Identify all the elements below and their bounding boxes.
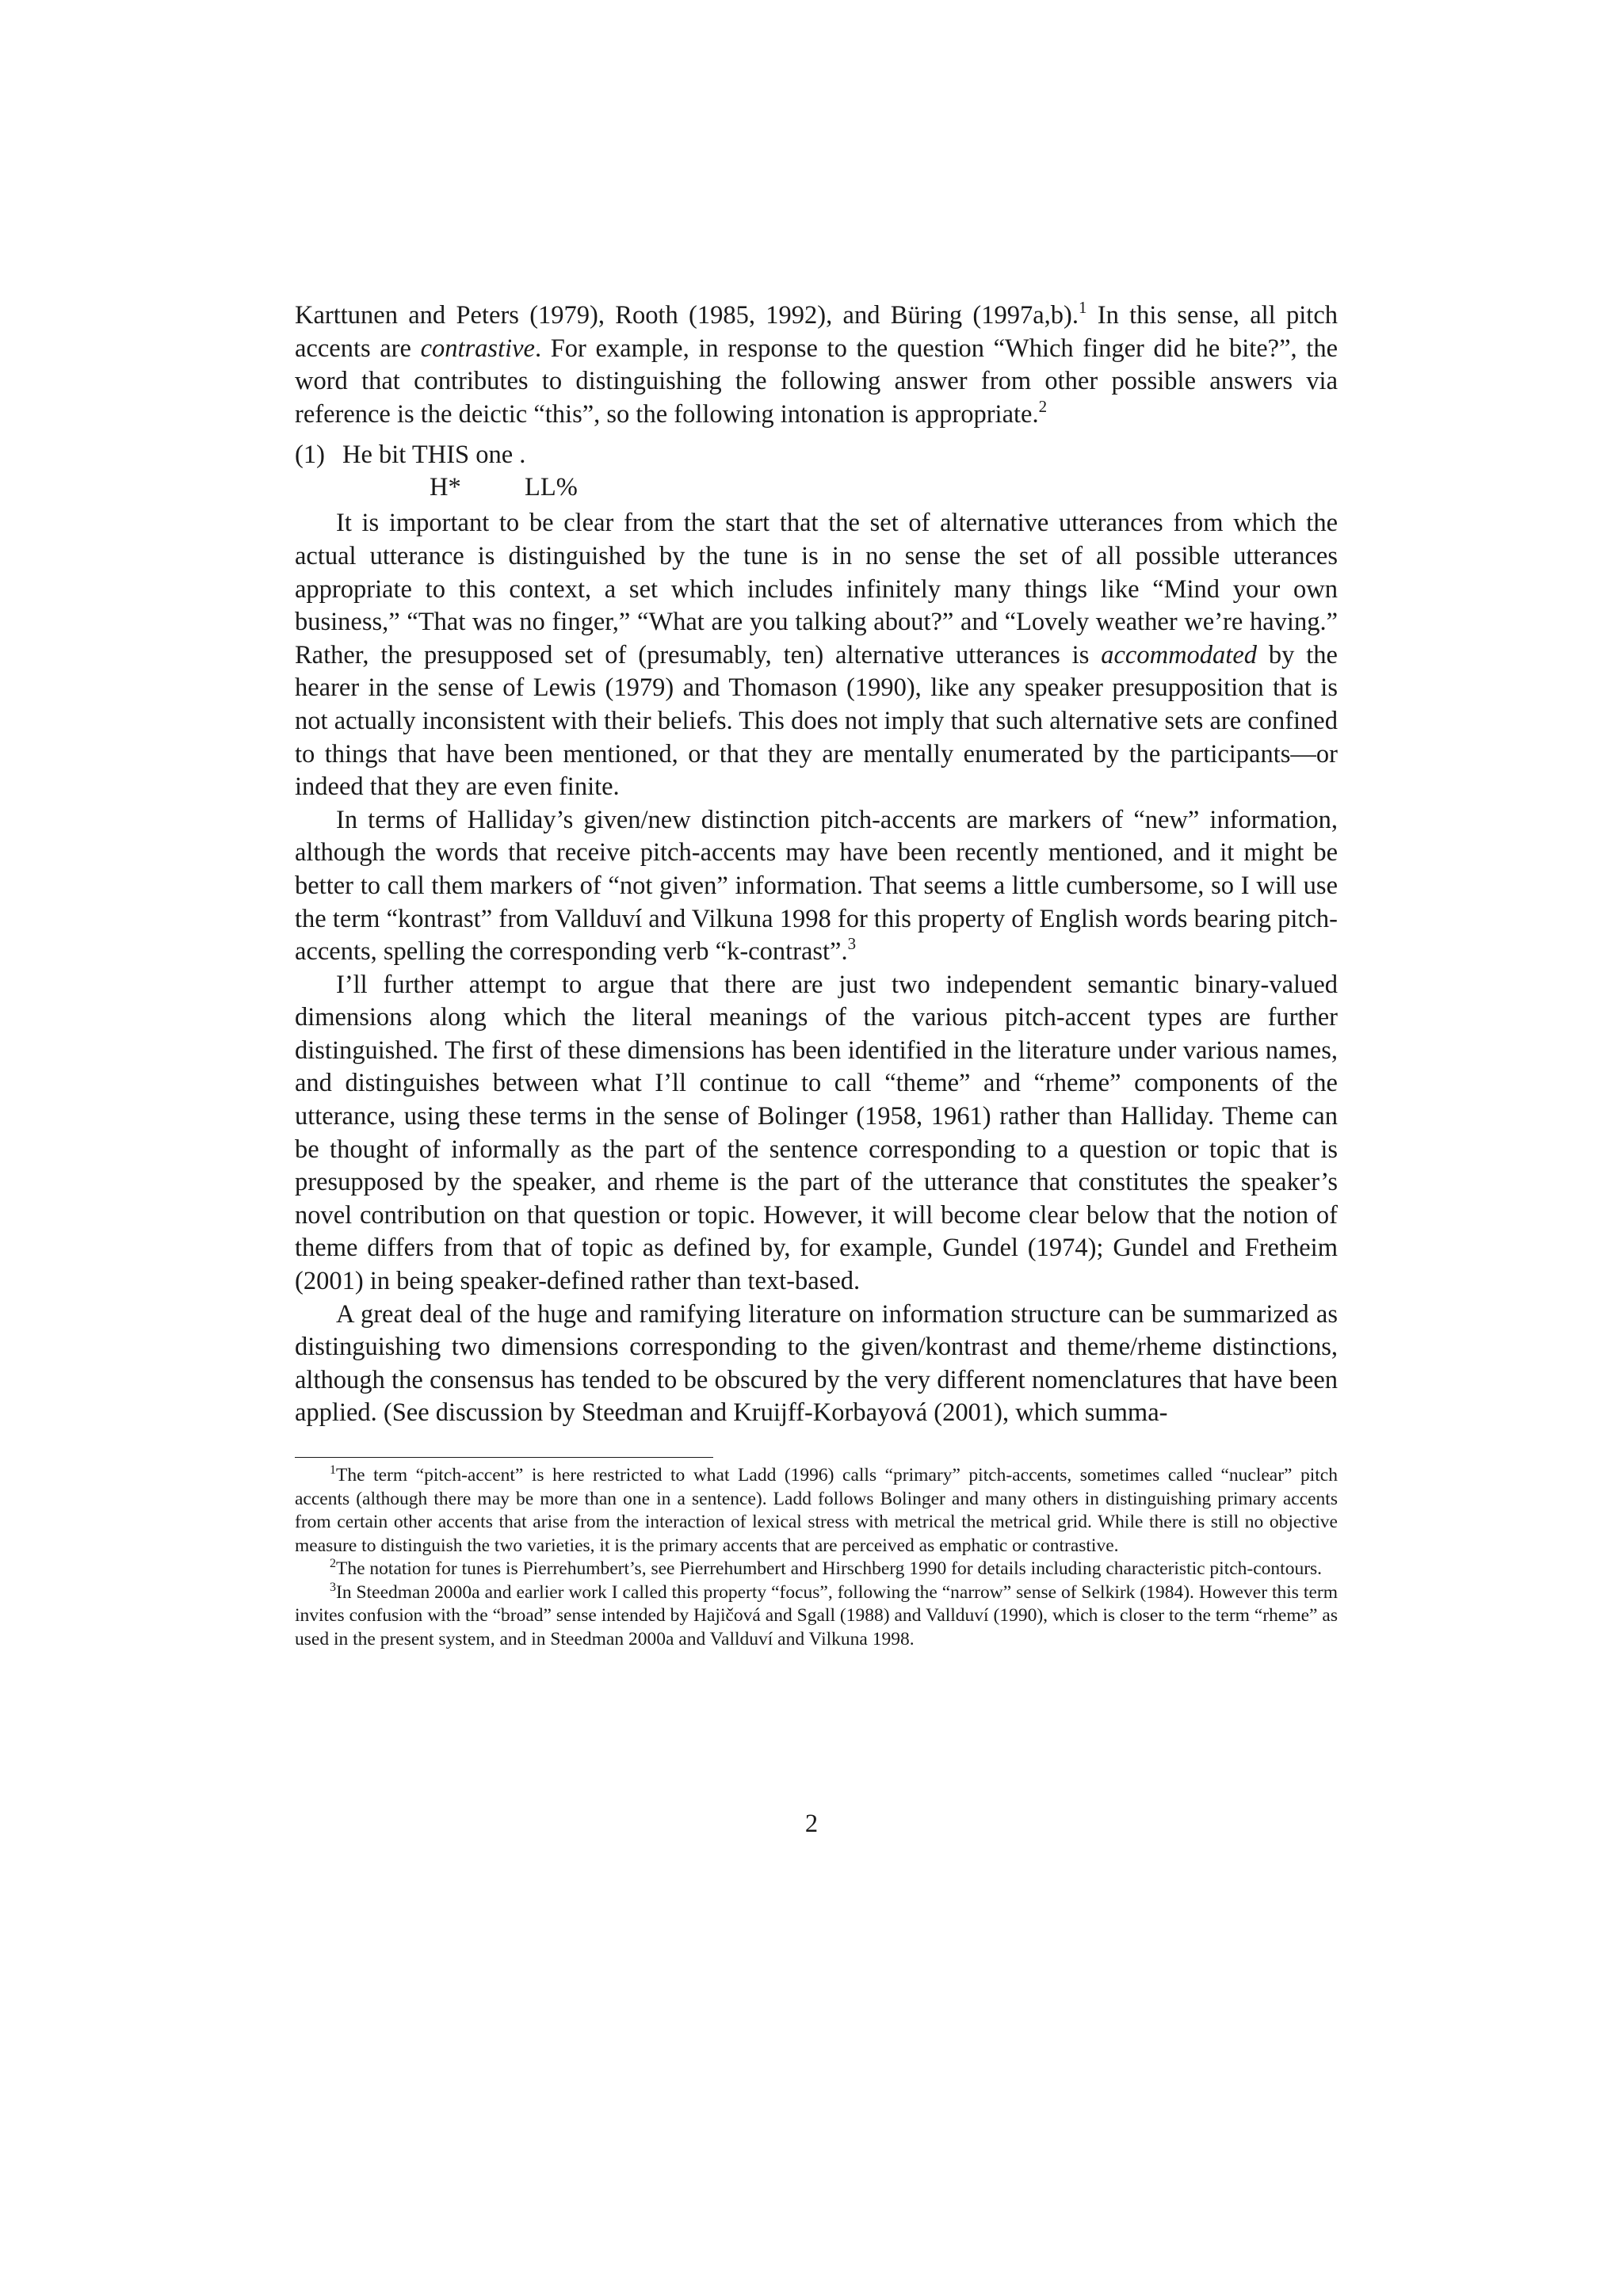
footnote-text: The notation for tunes is Pierrehumbert’s, see Pierrehumbert and Hirschberg 1990 for details including characteristic pitch-contours. <box>336 1558 1323 1579</box>
footnote-mark: 1 <box>330 1463 336 1477</box>
body-text <box>295 299 1338 1430</box>
dimensions-paragraph: I’ll further attempt to argue that there are just two independent semantic binary-valued dimensions along which the literal meanings of the various pitch-accent types are further distinguished. The first of these dimensions has been identified in the literature under various names, and distinguishes between what I’ll continue to call “theme” and “rheme” components of the utterance, using these terms in the sense of Bolinger (1958, 1961) rather than Halliday. Theme can be thought of informally as the part of the sentence corresponding to a question or topic that is presupposed by the speaker, and rheme is the part of the utterance that constitutes the speaker’s novel contribution on that question or topic. However, it will become clear below that the notion of theme differs from that of topic as defined by, for example, Gundel (1974); Gundel and Fretheim (2001) in being speaker-defined rather than text-based. <box>295 970 1338 1296</box>
footnote-2 <box>295 1558 1338 1581</box>
tune-pitch-accent: H* <box>430 473 461 502</box>
example-number: (1) <box>295 441 325 470</box>
footnote-mark: 2 <box>330 1557 336 1570</box>
footnote-text: The term “pitch-accent” is here restricted to what Ladd (1996) calls “primary” pitch-accents, sometimes called “nuclear” pitch accents (although there may be more than one in a sentence). Ladd follows Bolinger and many others in distinguishing primary accents from certain other accents that arise from the interaction of lexical stress with metrical the metrical grid. While there is still no objective measure to distinguish the two varieties, it is the primary accents that are perceived as emphatic or contrastive. <box>295 1465 1338 1556</box>
footnote-text: In Steedman 2000a and earlier work I called this property “focus”, following the “narrow” sense of Selkirk (1984). However this term invites confusion with the “broad” sense intended by Hajičová and Sgall (1988) and Vallduví (1990), which is closer to the term “rheme” as used in the present system, and in Steedman 2000a and Vallduví and Vilkuna 1998. <box>295 1581 1338 1650</box>
intro-text-2: In this sense, all pitch accents are <box>295 301 1338 363</box>
example-sentence: He bit THIS one . <box>342 441 526 470</box>
footnote-3 <box>295 1581 1338 1652</box>
alternatives-text-1: It is important to be clear from the start that the set of alternative utterances from which the actual utterance is distinguished by the tune is in no sense the set of all possible utterances appropriate to this context, a set which includes infinitely many things like “Mind your own business,” “That was no finger,” “What are you talking about?” and “Lovely weather we’re having.” Rather, the presupposed set of (presumably, ten) alternative utterances is <box>295 509 1338 669</box>
literature-paragraph: A great deal of the huge and ramifying literature on information structure can be summarized as distinguishing two dimensions corresponding to the given/kontrast and theme/rheme distinctions, although the consensus has tended to be obscured by the very different nomenclatures that have been applied. (See discussion by Steedman and Kruijff-Korbayová (2001), which summa- <box>295 1299 1338 1428</box>
intro-paragraph <box>295 299 1338 431</box>
footnote-mark: 3 <box>330 1580 336 1594</box>
footnote-1 <box>295 1464 1338 1558</box>
example-1 <box>295 439 1338 504</box>
footnote-ref-1[interactable]: 1 <box>1078 298 1087 317</box>
halliday-paragraph <box>295 804 1338 969</box>
intro-emphasis: contrastive <box>420 334 535 363</box>
intro-text-3: . For example, in response to the question “Which finger did he bite?”, the word that contributes to distinguishing the following answer from other possible answers via reference is the deictic “this”, so the following intonation is appropriate. <box>295 334 1338 429</box>
page-number: 2 <box>804 1810 819 1838</box>
intro-text-1: Karttunen and Peters (1979), Rooth (1985, 1992), and Büring (1997a,b). <box>295 301 1079 330</box>
alternatives-emphasis: accommodated <box>1101 640 1257 669</box>
tune-boundary-tone: LL% <box>525 473 578 502</box>
halliday-text: In terms of Halliday’s given/new distinction pitch-accents are markers of “new” information, although the words that receive pitch-accents may have been recently mentioned, and it might be better to call them markers of “not given” information. That seems a little cumbersome, so I will use the term “kontrast” from Vallduví and Vilkuna 1998 for this property of English words bearing pitch-accents, spelling the corresponding verb “k-contrast”. <box>295 805 1338 967</box>
footnotes <box>295 1464 1338 1651</box>
footnote-ref-3[interactable]: 3 <box>847 934 857 954</box>
alternatives-paragraph <box>295 507 1338 803</box>
footnote-rule <box>295 1457 713 1458</box>
alternatives-text-2: by the hearer in the sense of Lewis (1979) and Thomason (1990), like any speaker presupposition that is not actually inconsistent with their beliefs. This does not imply that such alternative sets are confined to things that have been mentioned, or that they are mentally enumerated by the participants—or indeed that they are even finite. <box>295 640 1338 802</box>
footnote-ref-2[interactable]: 2 <box>1038 396 1048 416</box>
